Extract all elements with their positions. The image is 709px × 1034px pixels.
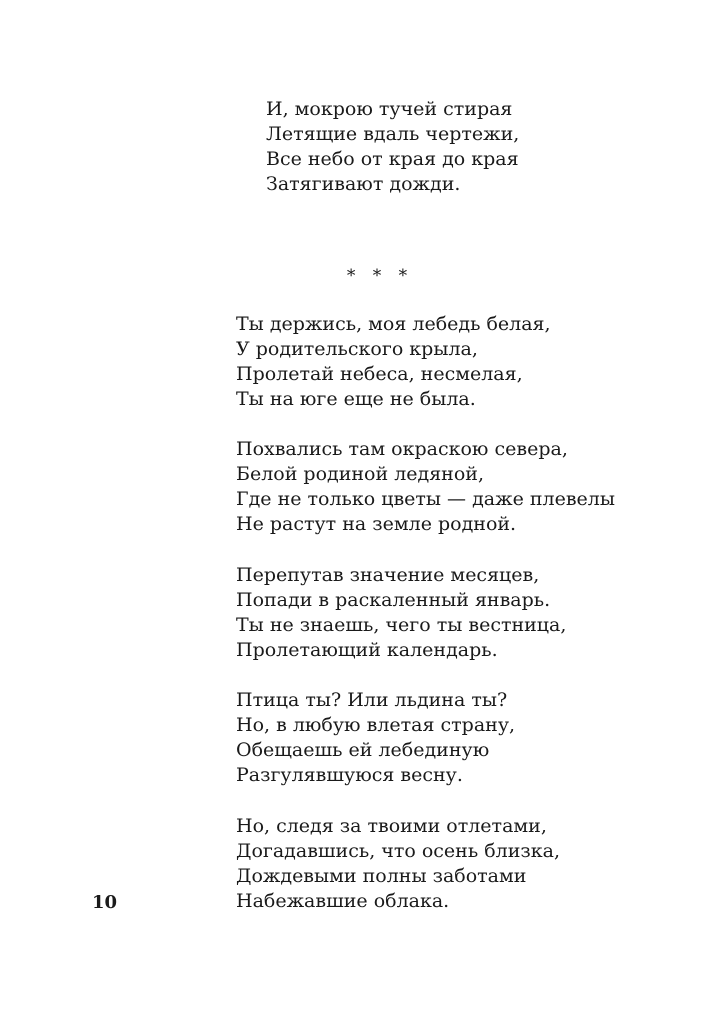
poem-line: У родительского крыла, (236, 338, 478, 360)
poem-line: Ты держись, моя лебедь белая, (236, 313, 551, 335)
poem-line: Птица ты? Или льдина ты? (236, 689, 508, 711)
poem-stanza (236, 814, 560, 914)
poem-line: Ты на юге еще не была. (236, 388, 476, 410)
poem-line: Летящие вдаль чертежи, (266, 123, 520, 145)
poem-line: Белой родиной ледяной, (236, 463, 484, 485)
page-number: 10 (92, 892, 118, 913)
poem-line: Но, следя за твоими отлетами, (236, 815, 547, 837)
poem-line: Пролетай небеса, несмелая, (236, 363, 523, 385)
poem-line: Ты не знаешь, чего ты вестница, (236, 614, 567, 636)
poem-stanza (236, 688, 515, 788)
intro-stanza (266, 97, 519, 197)
section-separator: * * * (346, 266, 414, 286)
poem-stanza (236, 312, 551, 412)
poem-line: Разгулявшуюся весну. (236, 764, 463, 786)
poem-stanza (236, 563, 566, 663)
poem-stanza (236, 437, 615, 537)
poem-line: Похвались там окраскою севера, (236, 438, 568, 460)
poem-line: Набежавшие облака. (236, 890, 450, 912)
poem-line: Дождевыми полны заботами (236, 865, 527, 887)
poem-line: Перепутав значение месяцев, (236, 564, 540, 586)
poem-line: Все небо от края до края (266, 148, 519, 170)
poem-line: Догадавшись, что осень близка, (236, 840, 560, 862)
poem-line: Обещаешь ей лебединую (236, 739, 490, 761)
poem-line: И, мокрою тучей стирая (266, 98, 513, 120)
poem-line: Но, в любую влетая страну, (236, 714, 516, 736)
poem-line: Пролетающий календарь. (236, 639, 498, 661)
poem-line: Не растут на земле родной. (236, 513, 517, 535)
poem-line: Затягивают дожди. (266, 173, 461, 195)
poem-line: Попади в раскаленный январь. (236, 589, 551, 611)
poem-line: Где не только цветы — даже плевелы (236, 488, 615, 510)
